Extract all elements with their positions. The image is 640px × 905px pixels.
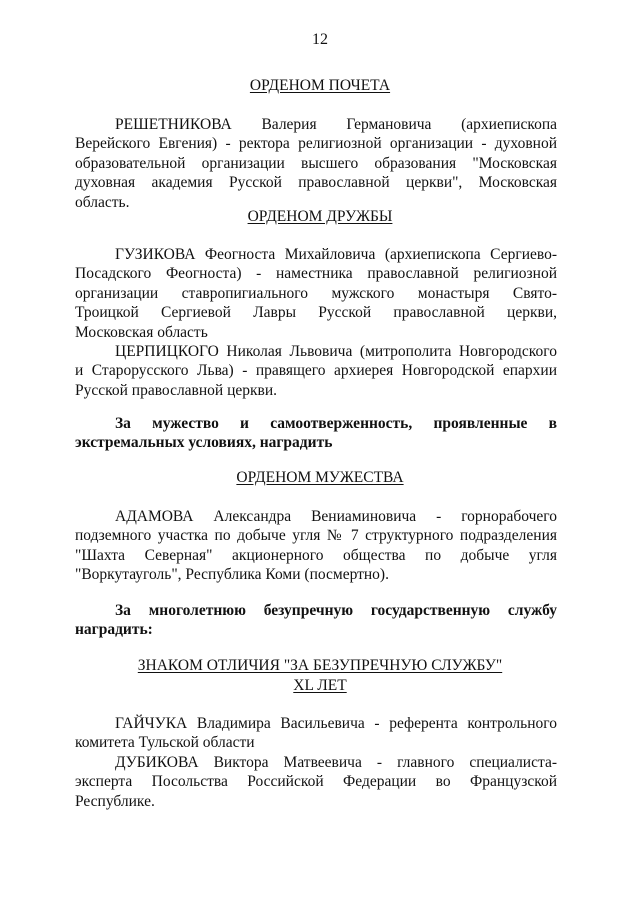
text-line: организации ставропигиального мужского монастыря Свято-: [75, 284, 557, 302]
text-line: РЕШЕТНИКОВА Валерия Германовича (архиепископа: [115, 116, 557, 133]
text-line: Верейского Евгения) - ректора религиозной организации - духовной: [75, 135, 557, 153]
text-line: ДУБИКОВА Виктора Матвеевича - главного специалиста-: [115, 754, 557, 771]
text-line: область.: [75, 193, 130, 211]
award-paragraph-dubikov: [75, 753, 557, 811]
heading-order-of-friendship: ОРДЕНОМ ДРУЖБЫ: [247, 208, 393, 225]
heading-order-of-courage: ОРДЕНОМ МУЖЕСТВА: [236, 469, 404, 486]
text-line: Русской православной церкви.: [75, 381, 278, 399]
text-line: наградить:: [75, 621, 153, 639]
text-line: "Шахта Северная" акционерного общества по добыче угля: [75, 546, 557, 564]
text-line: За мужество и самоотверженность, проявленные в: [115, 415, 557, 432]
page-number: 12: [312, 31, 328, 48]
award-paragraph-guzikov: [75, 245, 557, 342]
award-paragraph-reshetnikov: [75, 115, 557, 212]
award-paragraph-adamov: [75, 507, 557, 585]
text-line: За многолетнюю безупречную государственную службу: [115, 602, 557, 619]
text-line: Посадского Феогноста) - наместника православной религиозной: [75, 265, 557, 283]
award-intro-service: [75, 601, 557, 640]
text-line: ГАЙЧУКА Владимира Васильевича - референта контрольного: [115, 715, 557, 732]
text-line: Республике.: [75, 792, 155, 810]
text-line: ЦЕРПИЦКОГО Николая Львовича (митрополита Новгородского: [115, 343, 557, 360]
heading-badge-years: XL ЛЕТ: [293, 677, 347, 694]
text-line: и Старорусского Льва) - правящего архиерея Новгородской епархии: [75, 362, 557, 380]
award-intro-courage: [75, 414, 557, 453]
text-line: Троицкой Сергиевой Лавры Русской православной церкви,: [75, 304, 557, 322]
text-line: образовательной организации высшего образования "Московская: [75, 154, 557, 172]
text-line: духовная академия Русской православной церкви", Московская: [75, 174, 557, 192]
heading-badge-impeccable-service: ЗНАКОМ ОТЛИЧИЯ "ЗА БЕЗУПРЕЧНУЮ СЛУЖБУ": [137, 657, 503, 674]
text-line: Московская область: [75, 323, 208, 341]
award-paragraph-gaichuk: [75, 714, 557, 753]
text-line: комитета Тульской области: [75, 734, 255, 752]
text-line: экстремальных условиях, наградить: [75, 434, 333, 452]
text-line: АДАМОВА Александра Вениаминовича - горнорабочего: [115, 508, 557, 525]
text-line: подземного участка по добыче угля № 7 структурного подразделения: [75, 527, 557, 545]
text-line: эксперта Посольства Российской Федерации во Французской: [75, 773, 557, 791]
text-line: "Воркутауголь", Республика Коми (посмертно).: [75, 566, 389, 584]
text-line: ГУЗИКОВА Феогноста Михайловича (архиепископа Сергиево-: [115, 246, 557, 263]
heading-order-of-honor: ОРДЕНОМ ПОЧЕТА: [249, 77, 391, 94]
award-paragraph-tserpitsky: [75, 342, 557, 400]
